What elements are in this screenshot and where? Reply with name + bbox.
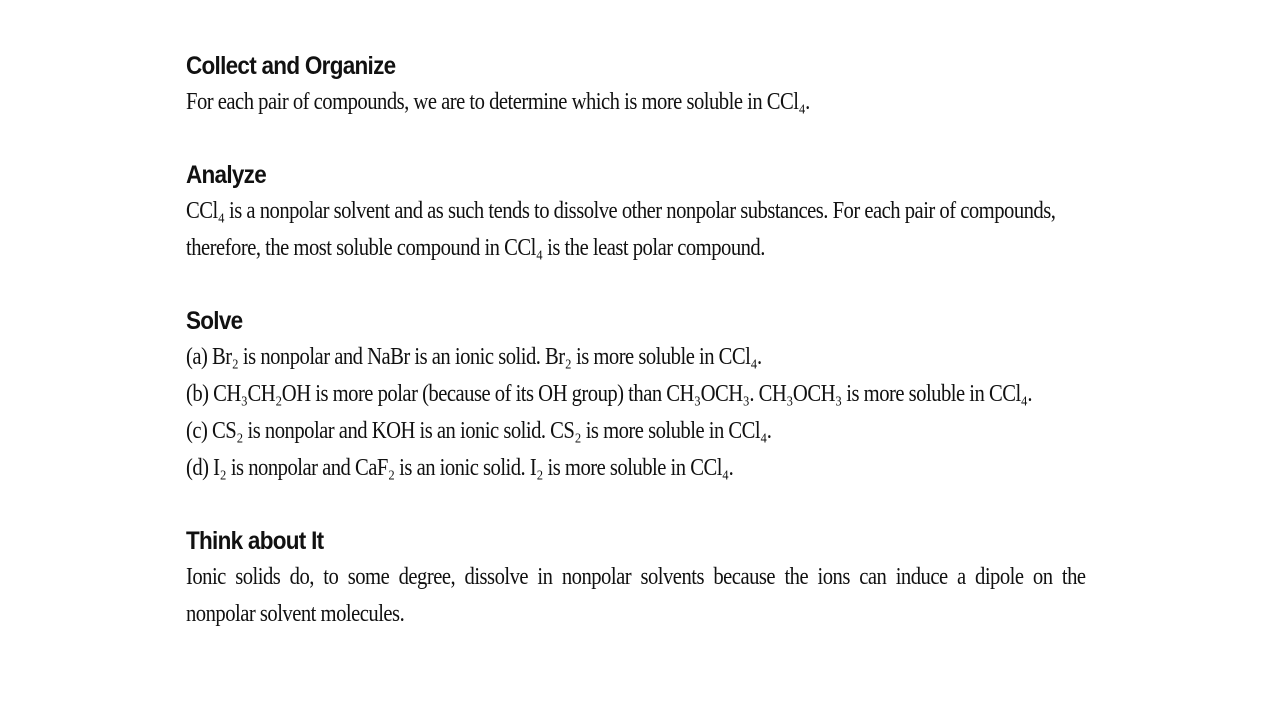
section-heading: Solve [186, 307, 243, 335]
section-collect-and-organize [186, 48, 1086, 121]
section-heading: Analyze [186, 161, 267, 189]
list-item: (c) CS₂ is nonpolar and KOH is an ionic solid. CS₂ is more soluble in CCl₄. [186, 418, 772, 444]
section-analyze [186, 157, 1086, 267]
paragraph-line: CCl₄ is a nonpolar solvent and as such tends to dissolve other nonpolar substances. For each pair of compounds, [186, 198, 1056, 224]
spacer [186, 121, 1086, 157]
document-content [186, 48, 1086, 633]
paragraph-line: nonpolar solvent molecules. [186, 601, 405, 627]
section-think-about-it [186, 523, 1086, 633]
list-item: (a) Br₂ is nonpolar and NaBr is an ionic solid. Br₂ is more soluble in CCl₄. [186, 344, 762, 370]
paragraph-line: For each pair of compounds, we are to determine which is more soluble in CCl₄. [186, 89, 810, 115]
section-heading: Collect and Organize [186, 52, 396, 80]
paragraph-line: Ionic solids do, to some degree, dissolve in nonpolar solvents because the ions can induce a dipole on the [186, 564, 1086, 590]
section-heading: Think about It [186, 527, 324, 555]
spacer [186, 267, 1086, 303]
spacer [186, 487, 1086, 523]
section-solve [186, 303, 1086, 487]
list-item: (b) CH₃CH₂OH is more polar (because of its OH group) than CH₃OCH₃. CH₃OCH₃ is more soluble in CCl₄. [186, 381, 1033, 407]
list-item: (d) I₂ is nonpolar and CaF₂ is an ionic solid. I₂ is more soluble in CCl₄. [186, 455, 734, 481]
paragraph-line: therefore, the most soluble compound in CCl₄ is the least polar compound. [186, 235, 765, 261]
